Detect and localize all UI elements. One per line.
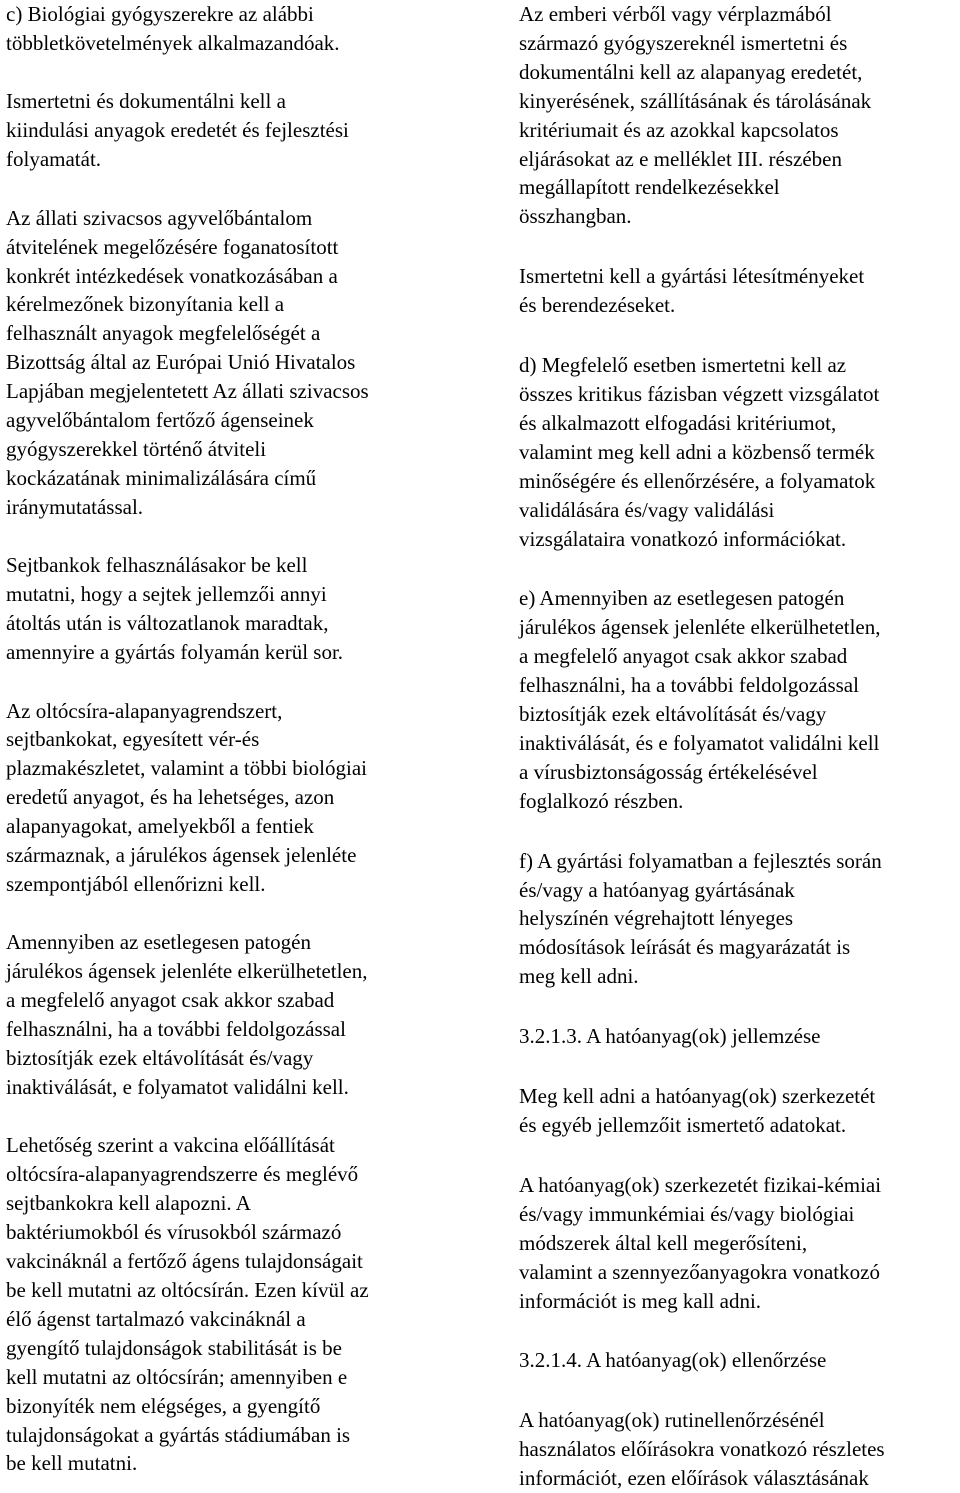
text-line: mutatni, hogy a sejtek jellemzői annyi <box>6 582 327 607</box>
paragraph <box>6 0 452 58</box>
paragraph-gap <box>6 174 452 204</box>
text-line: Meg kell adni a hatóanyag(ok) szerkezetét <box>519 1084 876 1109</box>
paragraph-gap <box>519 1375 960 1406</box>
paragraph <box>519 847 960 992</box>
text-line: kiindulási anyagok eredetét és fejlesztési <box>6 118 349 143</box>
paragraph-gap <box>6 667 452 697</box>
text-line: foglalkozó részben. <box>519 788 684 813</box>
text-line: járulékos ágensek jelenléte elkerülhetetlen, <box>6 959 368 984</box>
text-line: Ismertetni és dokumentálni kell a <box>6 89 286 114</box>
text-line: átvitelének megelőzésére foganatosított <box>6 234 339 259</box>
text-line: származnak, a járulékos ágensek jelenléte <box>6 843 357 868</box>
text-line: Ismertetni kell a gyártási létesítményeket <box>519 264 865 289</box>
text-line: Amennyiben az esetlegesen patogén <box>6 930 311 955</box>
text-line: összhangban. <box>519 204 632 229</box>
text-line: összes kritikus fázisban végzett vizsgálatot <box>519 381 880 406</box>
text-line: Lapjában megjelentetett Az állati szivacsos <box>6 379 369 404</box>
text-line: szempontjából ellenőrizni kell. <box>6 871 266 896</box>
text-line: validálására és/vagy validálási <box>519 497 775 522</box>
text-line: származó gyógyszereknél ismertetni és <box>519 30 848 55</box>
paragraph-gap <box>6 1102 452 1132</box>
text-line: 3.2.1.3. A hatóanyag(ok) jellemzése <box>519 1024 821 1049</box>
paragraph <box>519 0 960 231</box>
paragraph <box>519 1022 960 1051</box>
paragraph <box>6 1131 452 1478</box>
paragraph <box>6 87 452 174</box>
text-line: baktériumokból és vírusokból származó <box>6 1220 342 1245</box>
text-line: Lehetőség szerint a vakcina előállítását <box>6 1133 335 1158</box>
paragraph-gap <box>519 320 960 351</box>
paragraph-gap <box>519 231 960 262</box>
text-line: biztosítják ezek eltávolítását és/vagy <box>6 1046 314 1071</box>
text-line: A hatóanyag(ok) rutinellenőrzésénél <box>519 1408 825 1433</box>
text-line: információt is meg kall adni. <box>519 1288 762 1313</box>
paragraph <box>6 928 452 1101</box>
text-line: módszerek által kell megerősíteni, <box>519 1230 808 1255</box>
paragraph <box>6 204 452 522</box>
text-line: plazmakészletet, valamint a többi biológiai <box>6 756 367 781</box>
paragraph-gap <box>519 1140 960 1171</box>
text-line: inaktiválását, e folyamatot validálni kell. <box>6 1074 349 1099</box>
text-line: és egyéb jellemzőit ismertető adatokat. <box>519 1113 847 1137</box>
text-line: Az oltócsíra-alapanyagrendszert, <box>6 698 283 723</box>
text-line: eredetű anyagot, és ha lehetséges, azon <box>6 785 335 810</box>
paragraph-gap <box>6 58 452 88</box>
paragraph-gap <box>519 991 960 1022</box>
text-line: sejtbankokat, egyesített vér-és <box>6 727 260 752</box>
text-line: átoltás után is változatlanok maradtak, <box>6 611 329 636</box>
text-line: felhasználni, ha a további feldolgozással <box>6 1017 346 1042</box>
text-line: kritériumait és az azokkal kapcsolatos <box>519 117 839 142</box>
text-line: Az állati szivacsos agyvelőbántalom <box>6 205 313 230</box>
paragraph-gap <box>6 899 452 929</box>
text-line: A hatóanyag(ok) szerkezetét fizikai-kémiai <box>519 1172 882 1197</box>
text-line: vakcináknál a fertőző ágens tulajdonságait <box>6 1249 363 1274</box>
right-column <box>519 0 960 1493</box>
text-line: e) Amennyiben az esetlegesen patogén <box>519 586 845 611</box>
paragraph-gap <box>519 1315 960 1346</box>
text-line: biztosítják ezek eltávolítását és/vagy <box>519 702 827 727</box>
text-line: tulajdonságokat a gyártás stádiumában is <box>6 1422 351 1447</box>
text-line: kérelmezőnek bizonyítania kell a <box>6 292 285 317</box>
text-line: folyamatát. <box>6 147 102 172</box>
text-line: kinyerésének, szállításának és tárolásának <box>519 88 872 113</box>
text-line: és/vagy immunkémiai és/vagy biológiai <box>519 1201 855 1226</box>
paragraph <box>519 584 960 815</box>
text-line: valamint a szennyezőanyagokra vonatkozó <box>519 1259 880 1284</box>
text-line: vizsgálataira vonatkozó információkat. <box>519 526 847 551</box>
text-line: eljárásokat az e melléklet III. részében <box>519 146 842 171</box>
text-line: gyengítő tulajdonságok stabilitását is be <box>6 1335 342 1360</box>
text-line: be kell mutatni az oltócsírán. Ezen kívül az <box>6 1278 369 1302</box>
text-line: a megfelelő anyagot csak akkor szabad <box>6 988 335 1013</box>
paragraph-gap <box>519 553 960 584</box>
text-line: be kell mutatni. <box>6 1451 138 1476</box>
text-line: helyszínén végrehajtott lényeges <box>519 906 794 931</box>
paragraph <box>6 697 452 899</box>
text-line: információt, ezen előírások választásának <box>519 1466 869 1491</box>
text-line: c) Biológiai gyógyszerekre az alábbi <box>6 2 314 26</box>
text-line: Az emberi vérből vagy vérplazmából <box>519 2 832 26</box>
text-line: d) Megfelelő esetben ismertetni kell az <box>519 353 847 378</box>
paragraph <box>6 551 452 667</box>
text-line: felhasznált anyagok megfelelőségét a <box>6 321 321 346</box>
text-line: élő ágenst tartalmazó vakcináknál a <box>6 1306 306 1331</box>
text-line: és/vagy a hatóanyag gyártásának <box>519 877 795 902</box>
text-line: és alkalmazott elfogadási kritériumot, <box>519 410 837 435</box>
text-line: valamint meg kell adni a közbenső termék <box>519 439 875 464</box>
paragraph <box>519 262 960 320</box>
text-line: f) A gyártási folyamatban a fejlesztés során <box>519 848 882 873</box>
paragraph <box>519 1346 960 1375</box>
text-line: kell mutatni az oltócsírán; amennyiben e <box>6 1364 348 1389</box>
text-line: módosítások leírását és magyarázatát is <box>519 935 851 960</box>
paragraph <box>519 1082 960 1140</box>
text-line: Sejtbankok felhasználásakor be kell <box>6 553 308 578</box>
text-line: 3.2.1.4. A hatóanyag(ok) ellenőrzése <box>519 1348 827 1373</box>
text-line: meg kell adni. <box>519 964 639 989</box>
text-line: felhasználni, ha a további feldolgozással <box>519 673 859 698</box>
text-line: Bizottság által az Európai Unió Hivatalos <box>6 350 356 375</box>
text-line: többletkövetelmények alkalmazandóak. <box>6 30 340 55</box>
text-line: bizonyíték nem elégséges, a gyengítő <box>6 1393 321 1418</box>
text-line: és berendezéseket. <box>519 293 676 318</box>
text-line: amennyire a gyártás folyamán kerül sor. <box>6 640 344 664</box>
paragraph <box>519 351 960 553</box>
text-line: a vírusbiztonságosság értékelésével <box>519 759 818 784</box>
text-line: kockázatának minimalizálására című <box>6 465 317 490</box>
text-line: a megfelelő anyagot csak akkor szabad <box>519 644 848 669</box>
text-line: megállapított rendelkezésekkel <box>519 175 780 200</box>
text-line: dokumentálni kell az alapanyag eredetét, <box>519 59 863 84</box>
text-line: alapanyagokat, amelyekből a fentiek <box>6 814 314 839</box>
paragraph-gap <box>519 816 960 847</box>
left-column <box>6 0 452 1478</box>
text-line: oltócsíra-alapanyagrendszerre és meglévő <box>6 1162 359 1187</box>
paragraph-gap <box>519 1051 960 1082</box>
paragraph <box>519 1171 960 1316</box>
text-line: konkrét intézkedések vonatkozásában a <box>6 263 338 288</box>
paragraph-gap <box>6 522 452 552</box>
text-line: agyvelőbántalom fertőző ágenseinek <box>6 408 314 433</box>
paragraph <box>519 1406 960 1493</box>
text-line: sejtbankokra kell alapozni. A <box>6 1191 251 1216</box>
text-line: minőségére és ellenőrzésére, a folyamatok <box>519 468 876 493</box>
text-line: inaktiválását, és e folyamatot validálni kell <box>519 730 880 755</box>
text-line: iránymutatással. <box>6 494 144 519</box>
text-line: használatos előírásokra vonatkozó részletes <box>519 1437 885 1462</box>
text-line: járulékos ágensek jelenléte elkerülhetetlen, <box>519 615 881 640</box>
text-line: gyógyszerekkel történő átviteli <box>6 436 267 461</box>
